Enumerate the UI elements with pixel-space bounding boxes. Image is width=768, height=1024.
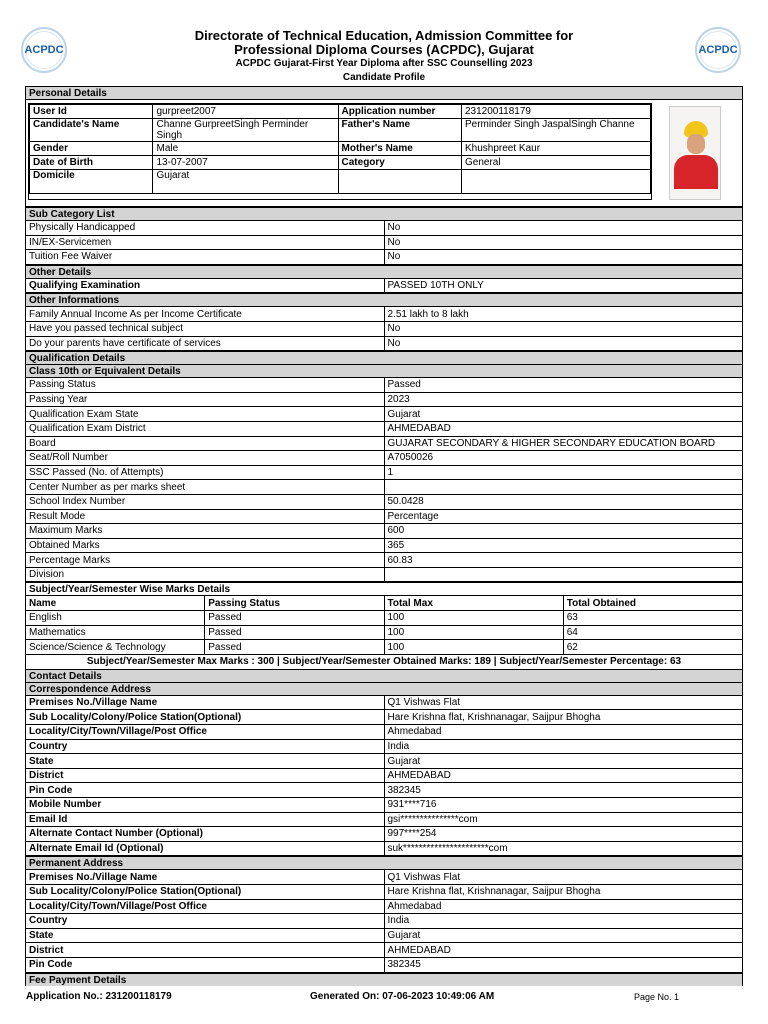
table-row xyxy=(26,278,743,293)
table-cell: India xyxy=(384,914,743,929)
table-row xyxy=(26,480,743,495)
table-cell: Sub Locality/Colony/Police Station(Optional) xyxy=(26,884,385,899)
logo-text: ACPDC xyxy=(699,31,737,69)
table-cell: suk**********************com xyxy=(384,841,743,856)
table-cell: Locality/City/Town/Village/Post Office xyxy=(26,899,385,914)
table-row xyxy=(26,553,743,568)
table-row xyxy=(26,494,743,509)
table-cell: 60.83 xyxy=(384,553,743,568)
table-cell: Result Mode xyxy=(26,509,385,524)
table-cell: State xyxy=(26,928,385,943)
table-row xyxy=(26,436,743,451)
candidate-photo xyxy=(669,106,721,200)
other-info-table xyxy=(25,306,743,351)
section-subject-marks: Subject/Year/Semester Wise Marks Details xyxy=(25,582,743,595)
table-cell: 931****716 xyxy=(384,798,743,813)
table-cell: Gujarat xyxy=(384,754,743,769)
section-contact-details: Contact Details xyxy=(25,669,743,682)
table-row xyxy=(26,768,743,783)
table-cell: Obtained Marks xyxy=(26,538,385,553)
table-row xyxy=(26,710,743,725)
table-cell: Application number xyxy=(338,105,461,119)
table-cell: Premises No./Village Name xyxy=(26,870,385,885)
table-row xyxy=(26,870,743,885)
table-cell: gsi***************com xyxy=(384,812,743,827)
personal-details-table-wrap xyxy=(28,103,652,200)
table-cell: India xyxy=(384,739,743,754)
table-cell: 63 xyxy=(563,611,742,626)
table-row xyxy=(26,754,743,769)
table-row xyxy=(26,827,743,842)
table-cell: Alternate Email Id (Optional) xyxy=(26,841,385,856)
table-row xyxy=(26,451,743,466)
section-fee-payment: Fee Payment Details xyxy=(25,973,743,986)
table-cell: No xyxy=(384,321,743,336)
table-cell: Have you passed technical subject xyxy=(26,321,385,336)
table-cell: Name xyxy=(26,596,205,611)
table-cell: No xyxy=(384,250,743,265)
table-cell: PASSED 10TH ONLY xyxy=(384,278,743,293)
table-cell: 382345 xyxy=(384,957,743,972)
table-row xyxy=(26,884,743,899)
table-cell: Percentage Marks xyxy=(26,553,385,568)
table-cell: Qualification Exam District xyxy=(26,421,385,436)
table-row xyxy=(30,119,651,142)
table-cell: 382345 xyxy=(384,783,743,798)
table-cell: Mother's Name xyxy=(338,142,461,156)
marks-summary: Subject/Year/Semester Max Marks : 300 | Subject/Year/Semester Obtained Marks: 189 | Subject/Year/Semester Percentage: 63 xyxy=(25,655,743,669)
table-cell: User Id xyxy=(30,105,153,119)
table-cell: AHMEDABAD xyxy=(384,421,743,436)
table-cell: Father's Name xyxy=(338,119,461,142)
table-row xyxy=(26,899,743,914)
logo-text: ACPDC xyxy=(25,31,63,69)
table-cell: 2.51 lakh to 8 lakh xyxy=(384,307,743,322)
section-class-10th: Class 10th or Equivalent Details xyxy=(25,364,743,377)
table-row xyxy=(26,250,743,265)
table-cell: IN/EX-Servicemen xyxy=(26,235,385,250)
table-row xyxy=(26,509,743,524)
table-cell: Domicile xyxy=(30,170,153,194)
table-cell: Gujarat xyxy=(153,170,338,194)
table-cell: Ahmedabad xyxy=(384,899,743,914)
table-row xyxy=(26,538,743,553)
table-row xyxy=(26,378,743,393)
table-cell: Premises No./Village Name xyxy=(26,695,385,710)
table-cell: Hare Krishna flat, Krishnanagar, Saijpur Bhogha xyxy=(384,710,743,725)
table-cell: English xyxy=(26,611,205,626)
table-cell: State xyxy=(26,754,385,769)
table-cell: AHMEDABAD xyxy=(384,768,743,783)
table-cell: Sub Locality/Colony/Police Station(Optional) xyxy=(26,710,385,725)
photo-box xyxy=(652,100,738,206)
table-row xyxy=(26,841,743,856)
table-cell: 100 xyxy=(384,625,563,640)
table-cell: Ahmedabad xyxy=(384,725,743,740)
table-row xyxy=(26,392,743,407)
profile-page xyxy=(25,86,743,986)
table-cell: Perminder Singh JaspalSingh Channe xyxy=(461,119,650,142)
table-row xyxy=(26,798,743,813)
table-cell: Passing Status xyxy=(26,378,385,393)
table-cell: Pin Code xyxy=(26,957,385,972)
section-other-informations: Other Informations xyxy=(25,293,743,306)
table-row xyxy=(30,170,651,194)
footer-application-number: Application No.: 231200118179 xyxy=(26,991,172,1002)
table-cell xyxy=(461,170,650,194)
footer-generated-on: Generated On: 07-06-2023 10:49:06 AM xyxy=(310,991,495,1002)
table-row xyxy=(26,524,743,539)
table-cell: 231200118179 xyxy=(461,105,650,119)
table-row xyxy=(26,625,743,640)
table-row xyxy=(26,640,743,655)
table-row xyxy=(26,611,743,626)
document-title: Directorate of Technical Education, Admission Committee for Professional Diploma Courses (ACPDC), Gujarat xyxy=(194,28,574,57)
table-cell: Locality/City/Town/Village/Post Office xyxy=(26,725,385,740)
table-row xyxy=(26,336,743,351)
table-row xyxy=(26,783,743,798)
table-cell: 64 xyxy=(563,625,742,640)
table-cell: Candidate's Name xyxy=(30,119,153,142)
table-cell: 365 xyxy=(384,538,743,553)
table-cell: Science/Science & Technology xyxy=(26,640,205,655)
table-cell: Q1 Vishwas Flat xyxy=(384,695,743,710)
table-row xyxy=(30,105,651,119)
table-row xyxy=(26,421,743,436)
table-cell: Passing Status xyxy=(205,596,384,611)
table-row xyxy=(26,739,743,754)
table-cell: 1 xyxy=(384,465,743,480)
section-permanent-address: Permanent Address xyxy=(25,856,743,869)
table-cell: 100 xyxy=(384,640,563,655)
correspondence-table xyxy=(25,695,743,857)
table-row xyxy=(26,943,743,958)
table-cell: Email Id xyxy=(26,812,385,827)
table-row xyxy=(26,567,743,582)
table-cell: Pin Code xyxy=(26,783,385,798)
table-row xyxy=(26,725,743,740)
table-cell: Seat/Roll Number xyxy=(26,451,385,466)
table-cell: 2023 xyxy=(384,392,743,407)
table-row xyxy=(26,928,743,943)
table-row xyxy=(26,407,743,422)
table-row xyxy=(30,156,651,170)
table-cell: 50.0428 xyxy=(384,494,743,509)
table-cell: Country xyxy=(26,914,385,929)
table-cell: No xyxy=(384,221,743,236)
table-cell xyxy=(384,567,743,582)
table-cell: 997****254 xyxy=(384,827,743,842)
table-cell: Passing Year xyxy=(26,392,385,407)
table-cell: Center Number as per marks sheet xyxy=(26,480,385,495)
table-cell: Alternate Contact Number (Optional) xyxy=(26,827,385,842)
table-cell xyxy=(384,480,743,495)
table-cell: Gujarat xyxy=(384,928,743,943)
table-row xyxy=(26,235,743,250)
table-cell: Passed xyxy=(205,611,384,626)
table-cell: Mobile Number xyxy=(26,798,385,813)
section-qualification-details: Qualification Details xyxy=(25,351,743,364)
table-cell: Gujarat xyxy=(384,407,743,422)
table-row xyxy=(26,465,743,480)
table-cell: School Index Number xyxy=(26,494,385,509)
table-cell: Male xyxy=(153,142,338,156)
section-correspondence-address: Correspondence Address xyxy=(25,682,743,695)
marks-table xyxy=(25,595,743,654)
table-cell: Country xyxy=(26,739,385,754)
table-cell: Qualifying Examination xyxy=(26,278,385,293)
footer-page-number: Page No. 1 xyxy=(634,992,680,1002)
photo-shirt xyxy=(674,155,718,189)
table-cell: Mathematics xyxy=(26,625,205,640)
table-cell: Passed xyxy=(205,640,384,655)
table-cell: gurpreet2007 xyxy=(153,105,338,119)
table-cell: GUJARAT SECONDARY & HIGHER SECONDARY EDUCATION BOARD xyxy=(384,436,743,451)
table-cell: 62 xyxy=(563,640,742,655)
table-row xyxy=(30,142,651,156)
table-cell: District xyxy=(26,943,385,958)
document-subtitle: ACPDC Gujarat-First Year Diploma after SSC Counselling 2023 xyxy=(235,58,533,69)
table-cell: Maximum Marks xyxy=(26,524,385,539)
table-cell: Khushpreet Kaur xyxy=(461,142,650,156)
table-cell: Channe GurpreetSingh Perminder Singh xyxy=(153,119,338,142)
table-cell: District xyxy=(26,768,385,783)
section-other-details: Other Details xyxy=(25,265,743,278)
table-cell: Physically Handicapped xyxy=(26,221,385,236)
table-cell: SSC Passed (No. of Attempts) xyxy=(26,465,385,480)
table-cell: AHMEDABAD xyxy=(384,943,743,958)
table-cell: Date of Birth xyxy=(30,156,153,170)
candidate-profile-heading: Candidate Profile xyxy=(342,72,426,83)
table-cell: Family Annual Income As per Income Certificate xyxy=(26,307,385,322)
table-cell: Division xyxy=(26,567,385,582)
table-cell: Hare Krishna flat, Krishnanagar, Saijpur Bhogha xyxy=(384,884,743,899)
table-cell: 13-07-2007 xyxy=(153,156,338,170)
section-sub-category: Sub Category List xyxy=(25,207,743,220)
table-row xyxy=(26,695,743,710)
table-cell: A7050026 xyxy=(384,451,743,466)
photo-face xyxy=(687,134,705,154)
table-cell: Percentage xyxy=(384,509,743,524)
table-cell: Qualification Exam State xyxy=(26,407,385,422)
table-cell: Total Obtained xyxy=(563,596,742,611)
table-cell: Tuition Fee Waiver xyxy=(26,250,385,265)
table-cell: No xyxy=(384,336,743,351)
table-cell: Total Max xyxy=(384,596,563,611)
qualification-table xyxy=(25,377,743,582)
table-cell: Do your parents have certificate of services xyxy=(26,336,385,351)
table-cell: Gender xyxy=(30,142,153,156)
table-cell: 600 xyxy=(384,524,743,539)
table-cell: Passed xyxy=(205,625,384,640)
table-row xyxy=(26,307,743,322)
table-cell: No xyxy=(384,235,743,250)
table-cell: Q1 Vishwas Flat xyxy=(384,870,743,885)
section-personal-details: Personal Details xyxy=(25,86,743,99)
personal-details-table xyxy=(29,104,651,194)
table-row xyxy=(26,914,743,929)
personal-details-box xyxy=(25,99,743,207)
table-cell: Board xyxy=(26,436,385,451)
sub-category-table xyxy=(25,220,743,265)
table-row xyxy=(26,221,743,236)
table-row xyxy=(26,812,743,827)
table-cell: 100 xyxy=(384,611,563,626)
table-row xyxy=(26,957,743,972)
other-details-table xyxy=(25,278,743,294)
table-cell: Passed xyxy=(384,378,743,393)
table-header-row xyxy=(26,596,743,611)
table-cell xyxy=(338,170,461,194)
permanent-table xyxy=(25,869,743,972)
table-cell: General xyxy=(461,156,650,170)
table-row xyxy=(26,321,743,336)
table-cell: Category xyxy=(338,156,461,170)
